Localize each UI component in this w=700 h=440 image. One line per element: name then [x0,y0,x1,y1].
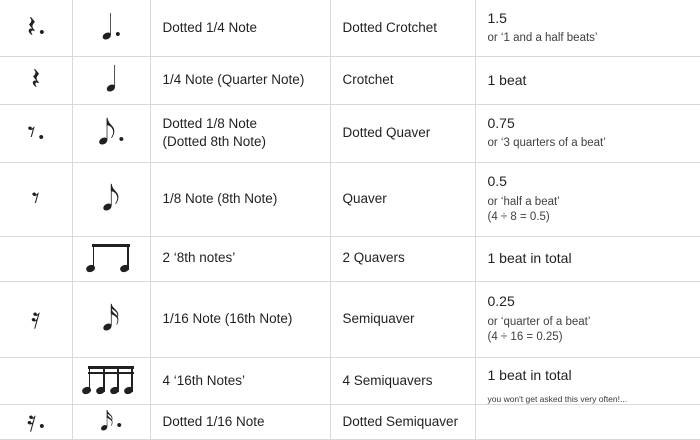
dot-icon: • [115,26,120,43]
rest-cell [0,162,72,236]
dot-icon: • [39,24,44,41]
value-main: 1 beat in total [488,366,689,384]
value-main: 1 beat [488,71,689,89]
table-row [0,56,700,104]
value-cell [475,281,700,357]
english-name-text: 1/4 Note (Quarter Note) [151,63,330,97]
english-name-cell [150,357,330,404]
english-name-text: 1/16 Note (16th Note) [151,302,330,336]
value-sub-line1: or ‘half a beat’ [488,196,560,208]
english-name-cell [150,162,330,236]
quarter-note-icon: 𝅘𝅥 [106,63,117,97]
traditional-name-cell [330,404,475,439]
note-cell [72,0,150,56]
traditional-name-cell [330,281,475,357]
dot-icon: • [39,129,44,146]
traditional-name-cell [330,236,475,281]
english-name-cell [150,0,330,56]
sixteenth-note-icon: 𝅘𝅥𝅯 [102,302,120,336]
traditional-name-text: Quaver [331,182,475,216]
dotted-sixteenth-note-icon: 𝅘𝅥𝅯 [100,409,114,435]
rest-cell [0,0,72,56]
note-cell [72,357,150,404]
value-main: 1.5 [488,9,689,27]
english-name-line1: Dotted 1/8 Note [163,116,258,131]
value-sub-line2: (4 ÷ 8 = 0.5) [488,210,689,226]
traditional-name-cell [330,357,475,404]
value-sub-line2: (4 ÷ 16 = 0.25) [488,330,689,346]
note-cell [72,281,150,357]
footnote-text: you won't get asked this very often!... [476,392,700,404]
traditional-name-text: Dotted Crotchet [331,11,475,45]
rest-cell [0,104,72,162]
english-name-cell [150,404,330,439]
value-sub [488,315,689,346]
note-cell [72,404,150,439]
value-cell [475,357,700,404]
two-beamed-eighth-notes-icon [92,242,130,276]
traditional-name-text: Crotchet [331,63,475,97]
english-name-text: 4 ‘16th Notes’ [151,364,330,398]
english-name-text: Dotted 1/16 Note [151,405,330,439]
traditional-name-cell [330,56,475,104]
rest-cell [0,56,72,104]
value-sub: or ‘3 quarters of a beat’ [488,136,689,152]
english-name-cell [150,104,330,162]
quarter-rest-icon: 𝄽 [31,65,40,95]
traditional-name-cell [330,104,475,162]
table-row [0,0,700,56]
english-name-cell [150,281,330,357]
dot-icon: • [39,418,44,435]
english-name-text [151,11,330,45]
value-main: 1 beat in total [488,249,689,267]
note-cell [72,236,150,281]
dot-icon: • [117,417,122,434]
english-name-line2: (Dotted 8th Note) [163,133,318,151]
eighth-rest-icon: 𝄾 [32,184,40,214]
four-beamed-sixteenth-notes-icon [88,364,134,398]
dotted-quarter-rest-icon: 𝄽 [27,13,36,43]
table-row [0,404,700,439]
sixteenth-rest-icon: 𝄿 [31,304,40,334]
note-cell [72,56,150,104]
table-row [0,281,700,357]
value-main: 0.5 [488,172,689,190]
traditional-name-text: 4 Semiquavers [331,364,475,398]
note-cell [72,162,150,236]
value-sub: or ‘1 and a half beats’ [488,31,689,47]
english-name-text [151,107,330,159]
english-name-cell [150,236,330,281]
traditional-name-text: Dotted Quaver [331,116,475,150]
value-sub [488,195,689,226]
value-cell [475,0,700,56]
value-cell [475,56,700,104]
value-main: 0.25 [488,292,689,310]
table-row [0,104,700,162]
traditional-name-text: 2 Quavers [331,241,475,275]
rest-cell [0,281,72,357]
table-row [0,162,700,236]
value-cell [475,404,700,439]
english-name-text: 2 ‘8th notes’ [151,241,330,275]
dotted-eighth-rest-icon: 𝄾 [28,118,36,148]
table-row [0,236,700,281]
dotted-sixteenth-rest-icon: 𝄿 [27,407,36,437]
traditional-name-cell [330,0,475,56]
english-name-text: 1/8 Note (8th Note) [151,182,330,216]
traditional-name-text: Dotted Semiquaver [331,405,475,439]
rest-cell [0,404,72,439]
value-sub-line1: or ‘quarter of a beat’ [488,316,591,328]
value-main: 0.75 [488,114,689,132]
dot-icon: • [119,131,124,148]
dotted-eighth-note-icon: 𝅘𝅥𝅮 [98,116,116,150]
eighth-note-icon: 𝅘𝅥𝅮 [102,182,120,216]
rest-cell-empty [0,236,72,281]
dotted-quarter-note-icon: 𝅘𝅥 [101,11,112,45]
value-cell [475,236,700,281]
rest-cell-empty [0,357,72,404]
value-cell [475,162,700,236]
table-row [0,357,700,404]
english-name-cell [150,56,330,104]
english-name-line1: Dotted 1/4 Note [163,20,258,35]
value-cell [475,104,700,162]
traditional-name-text: Semiquaver [331,302,475,336]
note-cell [72,104,150,162]
traditional-name-cell [330,162,475,236]
